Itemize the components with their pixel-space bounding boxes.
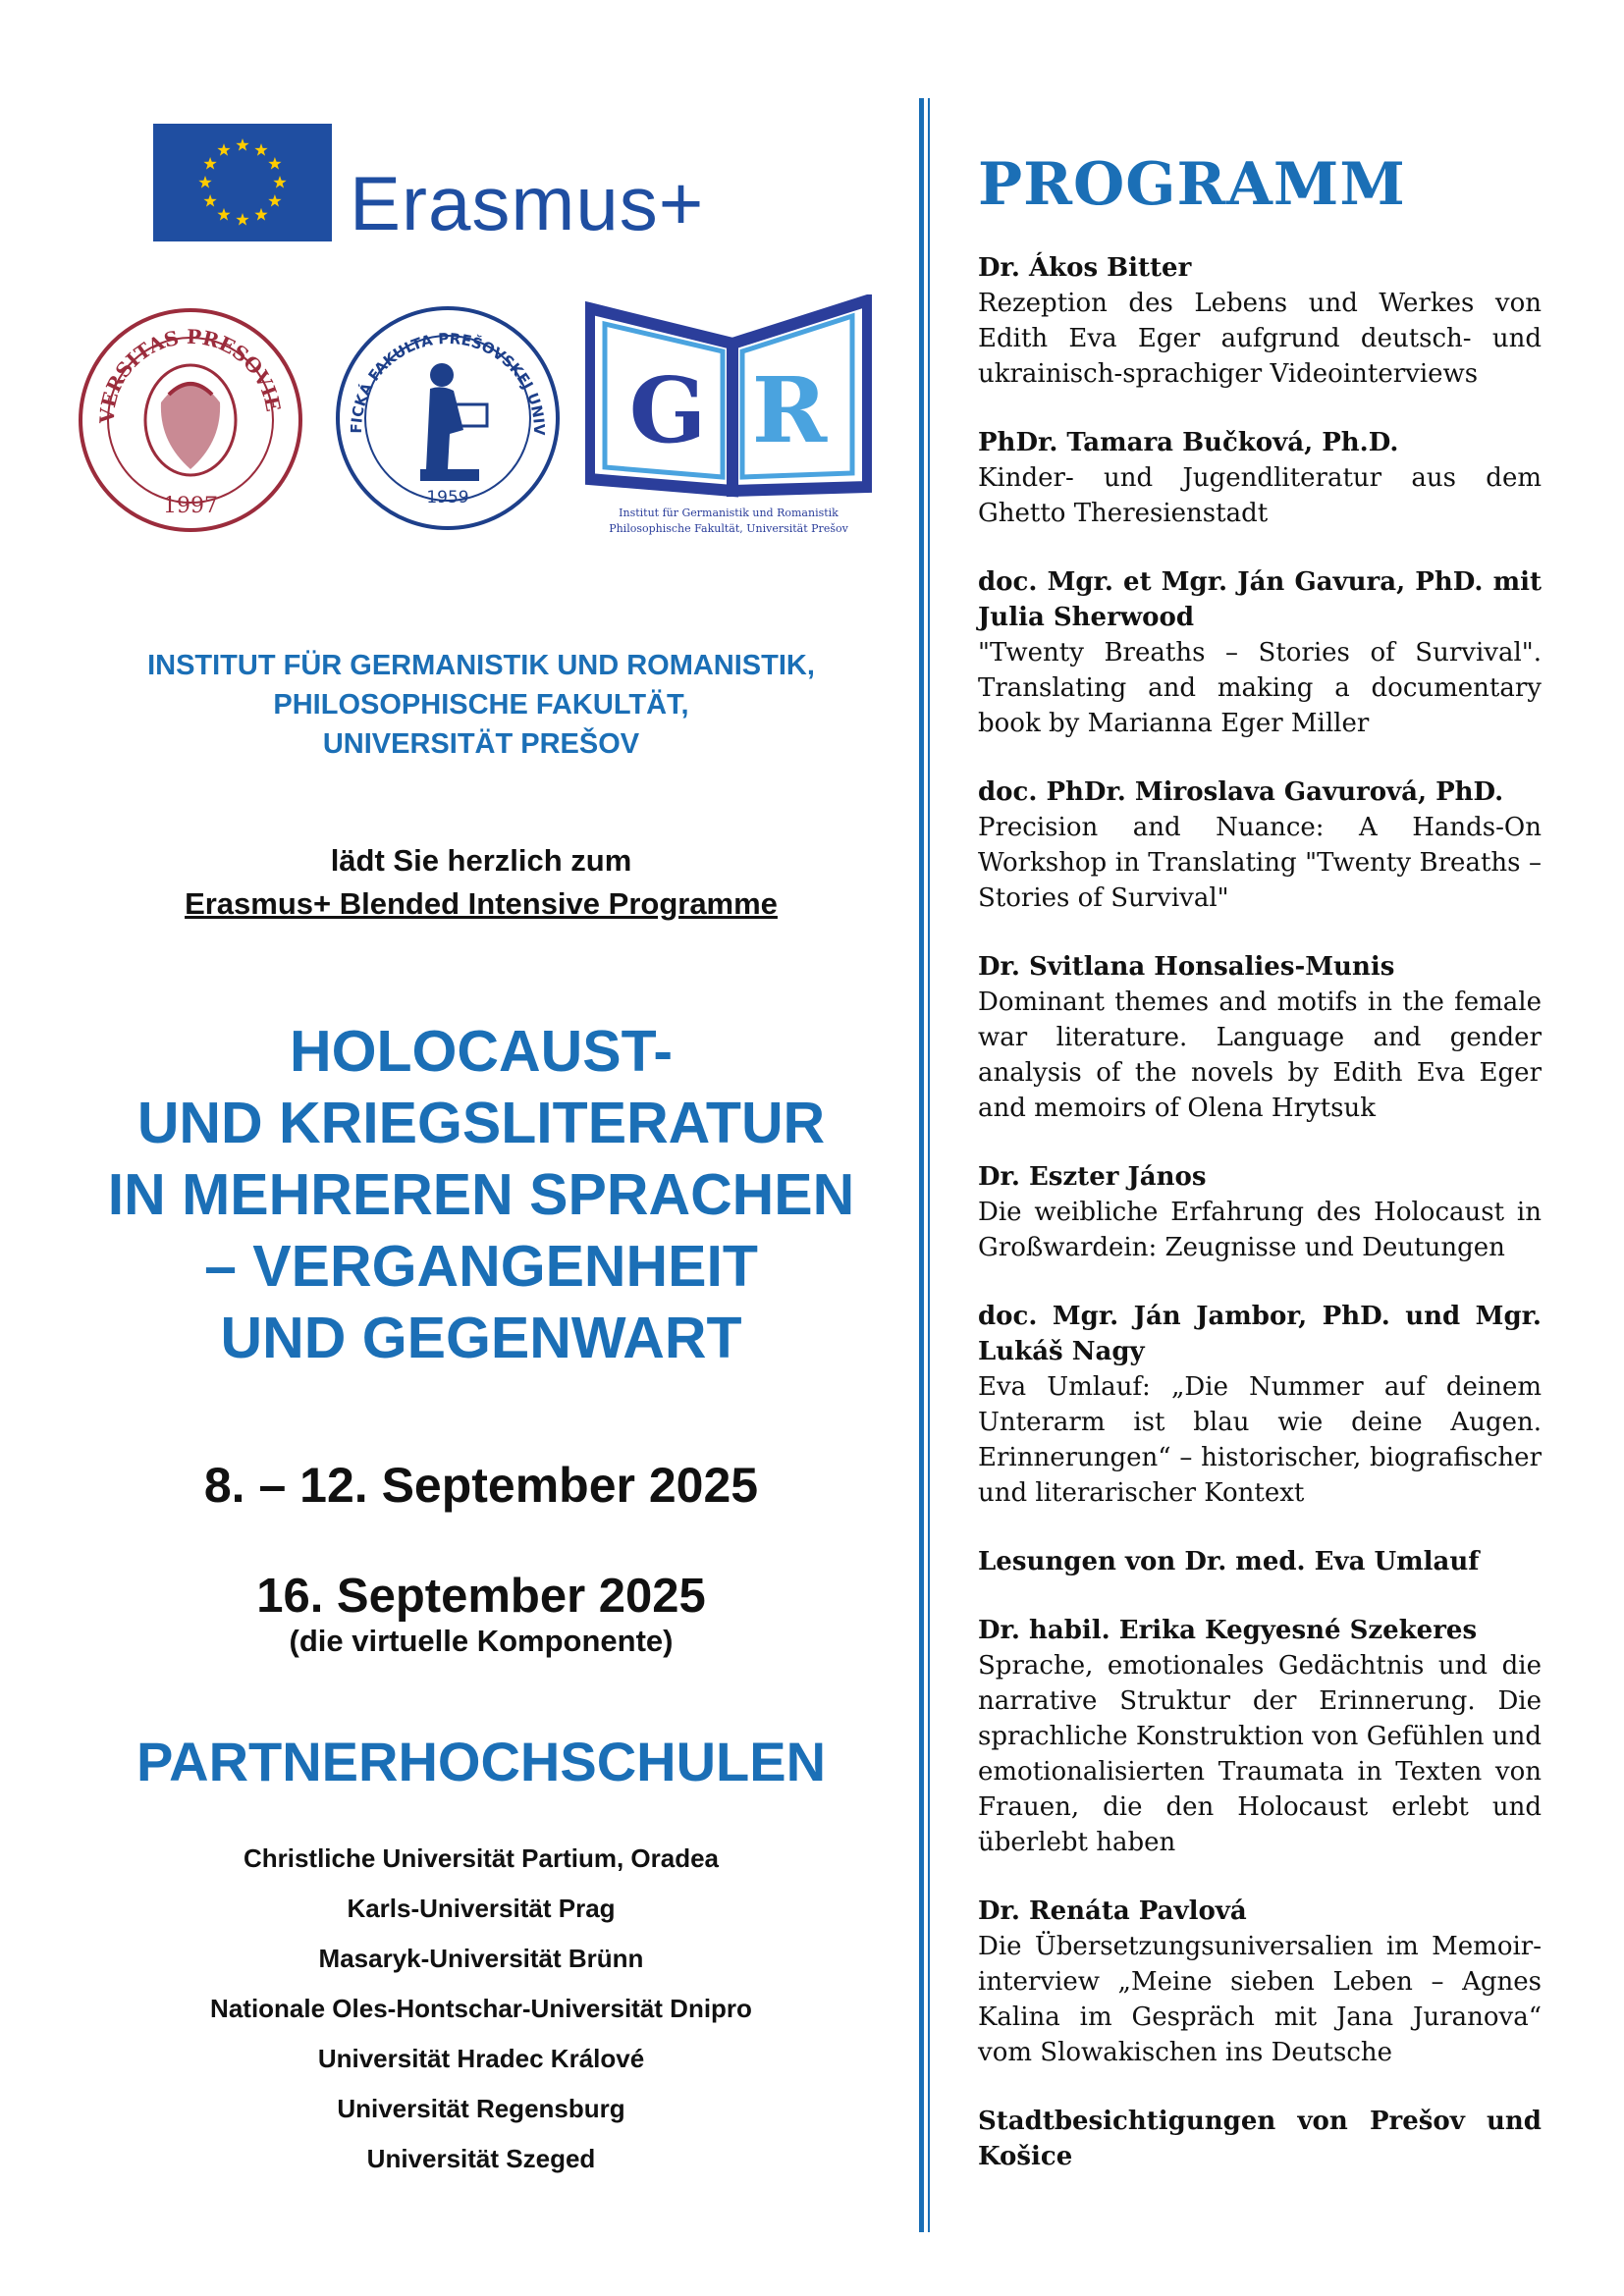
eu-star-icon	[217, 208, 230, 221]
institution-name	[59, 646, 903, 764]
eu-star-icon	[254, 143, 267, 156]
program-entry	[978, 1299, 1542, 1511]
gr-caption-2: Philosophische Fakultät, Universität Prešov	[609, 522, 848, 535]
program-title: Precision and Nuance: A Hands-On Workshop in Translating "Twenty Breaths – Stories of Survival"	[978, 813, 1542, 913]
column-divider	[919, 98, 924, 2232]
institution-line-3: UNIVERSITÄT PREŠOV	[322, 728, 640, 760]
program-speaker: Lesungen von Dr. med. Eva Umlauf	[978, 1547, 1480, 1576]
program-entry	[978, 2104, 1542, 2174]
partners-list	[59, 1834, 903, 2184]
eu-star-icon	[236, 138, 248, 151]
eu-star-icon	[236, 213, 248, 226]
partner-item: Christliche Universität Partium, Oradea	[243, 1843, 720, 1873]
event-date-virtual-note: (die virtuelle Komponente)	[289, 1624, 674, 1658]
institution-line-1: INSTITUT FÜR GERMANISTIK UND ROMANISTIK,	[147, 650, 815, 681]
program-title: Eva Umlauf: „Die Nummer auf deinem Unterarm ist blau wie deine Augen. Erinnerungen“ – historischer, biografischer und literarischer Kontext	[978, 1372, 1542, 1508]
event-date-virtual: 16. September 2025	[256, 1570, 706, 1623]
program-title: Dominant themes and motifs in the female war literature. Language and gender analysis of the novels by Edith Eva Eger and memoirs of Olena Hrytsuk	[978, 988, 1542, 1123]
program-speaker: Dr. habil. Erika Kegyesné Szekeres	[978, 1616, 1478, 1645]
program-entry	[978, 250, 1542, 392]
gr-caption-1: Institut für Germanistik und Romanistik	[619, 507, 839, 519]
eu-star-icon	[268, 194, 281, 207]
eu-star-icon	[198, 176, 211, 188]
partner-item: Universität Regensburg	[337, 2094, 625, 2123]
program-title: Die Übersetzungsuniversalien im Memoir-interview „Meine sieben Leben – Agnes Kalina im Gespräch mit Jana Juranova“ vom Slowakischen ins Deutsche	[978, 1932, 1542, 2067]
event-title	[59, 1016, 903, 1374]
partner-item: Nationale Oles-Hontschar-Universität Dnipro	[210, 1994, 752, 2023]
invitation-programme-name: Erasmus+ Blended Intensive Programme	[185, 886, 778, 921]
program-entry	[978, 1159, 1542, 1265]
institution-line-2: PHILOSOPHISCHE FAKULTÄT,	[273, 689, 689, 721]
title-line-5: UND GEGENWART	[220, 1306, 742, 1370]
program-entry	[978, 1894, 1542, 2070]
event-date-main: 8. – 12. September 2025	[203, 1458, 759, 1513]
invitation-line-1: lädt Sie herzlich zum	[330, 843, 632, 878]
program-title: "Twenty Breaths – Stories of Survival". Translating and making a documentary book by Marianna Eger Miller	[978, 638, 1542, 738]
ff-seal-text: FICKÁ FAKULTA PREŠOVSKEJ UNIV	[347, 329, 549, 436]
title-line-1: HOLOCAUST-	[289, 1019, 674, 1084]
program-title: Sprache, emotionales Gedächtnis und die narrative Struktur der Erinnerung. Die sprachliche Konstruktion von Gefühlen und emotionalisierten Traumata in Texten von Frauen, die den Holocaust erlebt und überlebt haben	[978, 1651, 1542, 1857]
partner-item: Universität Szeged	[366, 2144, 596, 2173]
ff-seal-year: 1959	[426, 488, 469, 507]
invitation	[59, 839, 903, 926]
program-title: Rezeption des Lebens und Werkes von Edith Eva Eger aufgrund deutsch- und ukrainisch-sprachiger Videointerviews	[978, 289, 1542, 389]
program-speaker: Dr. Ákos Bitter	[978, 253, 1192, 283]
partner-item: Masaryk-Universität Brünn	[318, 1944, 644, 1973]
program-entry	[978, 949, 1542, 1126]
eu-star-icon	[268, 157, 281, 170]
title-line-4: – VERGANGENHEIT	[204, 1234, 758, 1299]
eu-star-icon	[273, 176, 286, 188]
program-speaker: doc. PhDr. Miroslava Gavurová, PhD.	[978, 777, 1504, 807]
program-title: Die weibliche Erfahrung des Holocaust in Großwardein: Zeugnisse und Deutungen	[978, 1198, 1542, 1262]
program-speaker: Dr. Renáta Pavlová	[978, 1896, 1247, 1926]
program-speaker: doc. Mgr. Ján Jambor, PhD. und Mgr. Lukáš Nagy	[978, 1302, 1542, 1366]
univ-seal-year: 1997	[163, 494, 218, 518]
university-seal-logo	[75, 304, 306, 536]
eu-star-icon	[217, 143, 230, 156]
eu-flag-icon	[153, 124, 332, 241]
program-title: Kinder- und Jugendliteratur aus dem Ghetto Theresienstadt	[978, 463, 1542, 528]
program-entry	[978, 425, 1542, 531]
svg-text:G: G	[628, 357, 707, 463]
partner-item: Universität Hradec Králové	[317, 2044, 645, 2073]
program-speaker: doc. Mgr. et Mgr. Ján Gavura, PhD. mit Julia Sherwood	[978, 567, 1542, 632]
eu-star-icon	[203, 157, 216, 170]
program-speaker: PhDr. Tamara Bučková, Ph.D.	[978, 428, 1399, 457]
program-entry	[978, 564, 1542, 741]
partner-item: Karls-Universität Prag	[347, 1894, 616, 1923]
partners-heading: PARTNERHOCHSCHULEN	[135, 1731, 827, 1792]
program-speaker: Dr. Eszter János	[978, 1162, 1207, 1192]
program-entry	[978, 1544, 1542, 1579]
univ-seal-text: VERSITAS PRESOVIE	[94, 324, 286, 425]
faculty-seal-logo	[332, 302, 564, 534]
title-line-2: UND KRIEGSLITERATUR	[136, 1091, 826, 1155]
svg-text:R: R	[751, 357, 828, 463]
eu-star-icon	[254, 208, 267, 221]
eu-star-icon	[203, 194, 216, 207]
institute-gr-logo	[585, 294, 872, 538]
eu-stars	[153, 124, 332, 241]
program-heading: PROGRAMM	[978, 150, 1406, 219]
program-speaker: Stadtbesichtigungen von Prešov und Košice	[978, 2107, 1542, 2171]
program-list	[978, 250, 1542, 2208]
column-divider-thin	[928, 98, 930, 2232]
program-entry	[978, 1613, 1542, 1860]
program-speaker: Dr. Svitlana Honsalies-Munis	[978, 952, 1395, 982]
erasmus-logo-text: Erasmus+	[350, 160, 705, 246]
title-line-3: IN MEHREREN SPRACHEN	[107, 1162, 855, 1227]
program-entry	[978, 774, 1542, 916]
